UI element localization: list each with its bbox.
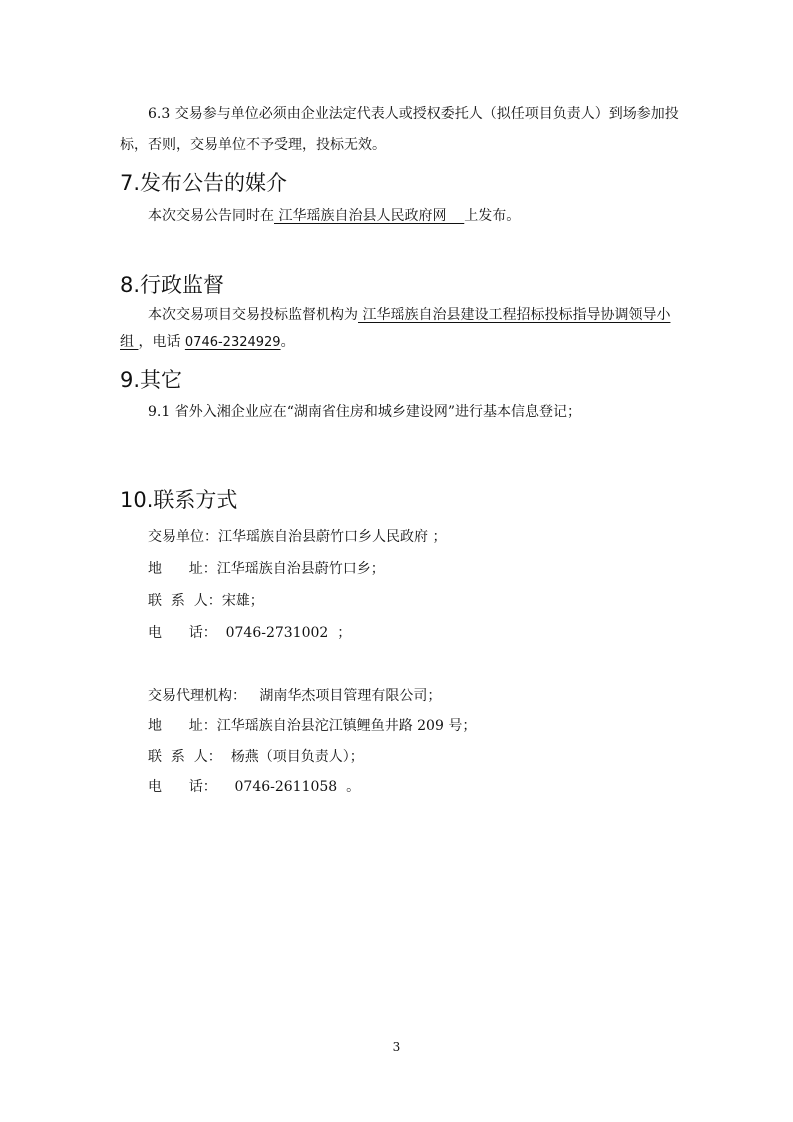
agent-address-row xyxy=(148,716,476,736)
supervision-org-line1: 江华瑶族自治县建设工程招标投标指导协调领导小 xyxy=(358,307,671,323)
contact-label: 联 系 人： xyxy=(148,749,222,765)
clause-6-3-line2: 标，否则，交易单位不予受理，投标无效。 xyxy=(120,137,386,153)
contact-label: 联 系 人： xyxy=(148,593,222,609)
section-8-text-line2 xyxy=(120,332,295,353)
clause-6-3-line1: 6.3 交易参与单位必须由企业法定代表人或授权委托人（拟任项目负责人）到场参加投 xyxy=(148,106,679,122)
owner-unit: 交易单位：江华瑶族自治县蔚竹口乡人民政府 ； xyxy=(148,529,447,545)
phone-prefix: ，电话 xyxy=(138,334,185,350)
section-8-text-pre: 本次交易项目交易投标监督机构为 xyxy=(148,307,358,323)
section-9-heading: 9.其它 xyxy=(120,368,183,392)
phone-end: 。 xyxy=(280,334,295,350)
address-label: 地 址： xyxy=(148,718,217,734)
owner-phone: 0746-2731002 ； xyxy=(216,625,352,641)
section-8-heading: 8.行政监督 xyxy=(120,273,225,297)
media-name: 江华瑶族自治县人民政府网 xyxy=(274,208,465,224)
agent-phone: 0746-2611058 。 xyxy=(216,779,361,795)
owner-contact: 宋雄； xyxy=(221,593,264,609)
section-8-text-line1 xyxy=(148,305,670,325)
phone-label: 电 话： xyxy=(148,779,217,795)
section-10-heading: 10.联系方式 xyxy=(120,488,238,512)
supervision-org-line2: 组 xyxy=(120,334,139,350)
section-7-text-pre: 本次交易公告同时在 xyxy=(148,208,274,224)
section-7-text-post: 上发布。 xyxy=(464,208,521,224)
address-label: 地 址： xyxy=(148,561,217,577)
agent-contact-row xyxy=(148,747,364,767)
supervision-phone: 0746-2324929 xyxy=(184,335,281,350)
agent-unit: 交易代理机构： 湖南华杰项目管理有限公司； xyxy=(148,688,442,704)
owner-address-row xyxy=(148,559,385,579)
agent-phone-row xyxy=(148,777,360,797)
section-7-heading: 7.发布公告的媒介 xyxy=(120,171,288,195)
section-7-text xyxy=(148,206,520,226)
clause-9-1: 9.1 省外入湘企业应在“湖南省住房和城乡建设网”进行基本信息登记； xyxy=(148,404,582,420)
owner-phone-row xyxy=(148,623,351,643)
phone-label: 电 话： xyxy=(148,625,217,641)
page-number: 3 xyxy=(392,1040,401,1054)
owner-address: 江华瑶族自治县蔚竹口乡； xyxy=(216,561,385,577)
owner-contact-row xyxy=(148,591,264,611)
agent-contact: 杨燕（项目负责人）； xyxy=(221,749,364,765)
agent-address: 江华瑶族自治县沱江镇鲤鱼井路 209 号； xyxy=(216,718,477,734)
